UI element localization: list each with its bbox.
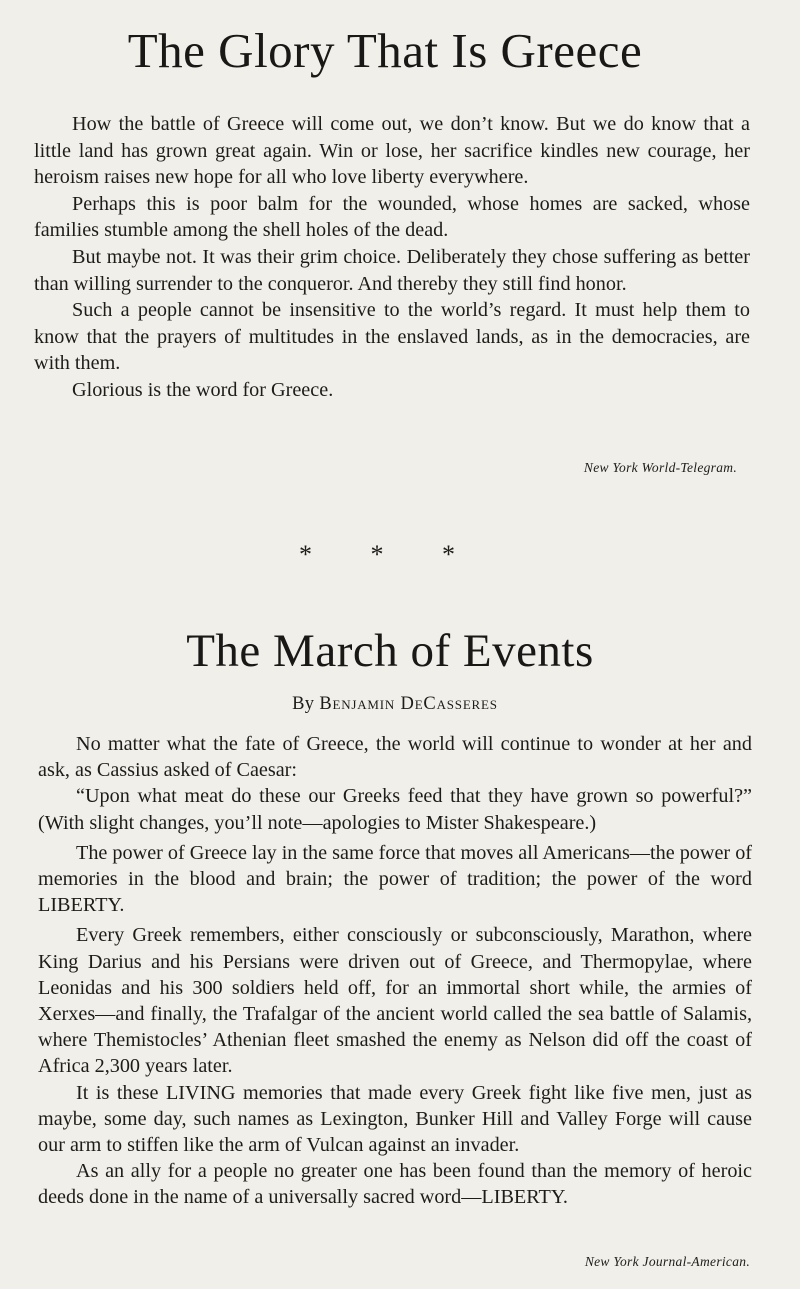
article-paragraph: “Upon what meat do these our Greeks feed that they have grown so powerful?” (With slight changes, you’ll note—apologies to Mister Shakespeare.) [38, 785, 752, 834]
byline [0, 694, 790, 715]
byline-prefix: By [292, 694, 315, 714]
article-paragraph: The power of Greece lay in the same force that moves all Americans—the power of memories in the blood and brain; the power of tradition; the power of the word LIBERTY. [38, 841, 753, 917]
article-paragraph: But maybe not. It was their grim choice. Deliberately they chose suffering as better than willing surrender to the conqueror. And thereby they still find honor. [34, 245, 750, 295]
article-paragraph: As an ally for a people no greater one has been found than the memory of heroic deeds done in the name of a universally sacred word—LIBERTY. [38, 1160, 752, 1209]
source-credit: New York World-Telegram. [583, 460, 737, 475]
article-body-march [38, 731, 752, 1211]
source-credit: New York Journal-American. [584, 1254, 750, 1269]
section-separator: * * * [299, 540, 481, 569]
author-name: Benjamin DeCasseres [319, 694, 498, 714]
article-title-march-of-events: The March of Events [186, 625, 594, 677]
article-paragraph: Every Greek remembers, either consciously or subconsciously, Marathon, where King Darius and his Persians were driven out of Greece, and Thermopylae, where Leonidas and his 300 soldiers held off, for an immortal short while, the armies of Xerxes—and finally, the Trafalgar of the ancient world called the sea battle of Salamis, where Themistocles’ Athenian fleet smashed the enemy as Nelson did off the coast of Africa 2,300 years later. [38, 924, 752, 1078]
article-paragraph: How the battle of Greece will come out, we don’t know. But we do know that a little land has grown great again. Win or lose, her sacrifice kindles new courage, her heroism raises new hope for all who love liberty everywhere. [34, 113, 750, 189]
article-paragraph: No matter what the fate of Greece, the world will continue to wonder at her and ask, as Cassius asked of Caesar: [38, 733, 752, 782]
article-title-glory-that-is-greece: The Glory That Is Greece [127, 23, 643, 78]
article-paragraph: Glorious is the word for Greece. [72, 378, 334, 401]
article-paragraph: Perhaps this is poor balm for the wounded, whose homes are sacked, whose families stumble among the shell holes of the dead. [34, 192, 750, 242]
article-paragraph: Such a people cannot be insensitive to the world’s regard. It must help them to know that the prayers of multitudes in the enslaved lands, as in the democracies, are with them. [34, 299, 750, 375]
article-body-glory [34, 111, 750, 404]
article-paragraph: It is these LIVING memories that made every Greek fight like five men, just as maybe, some day, such names as Lexington, Bunker Hill and Valley Forge will cause our arm to stiffen like the arm of Vulcan against an invader. [38, 1081, 752, 1157]
